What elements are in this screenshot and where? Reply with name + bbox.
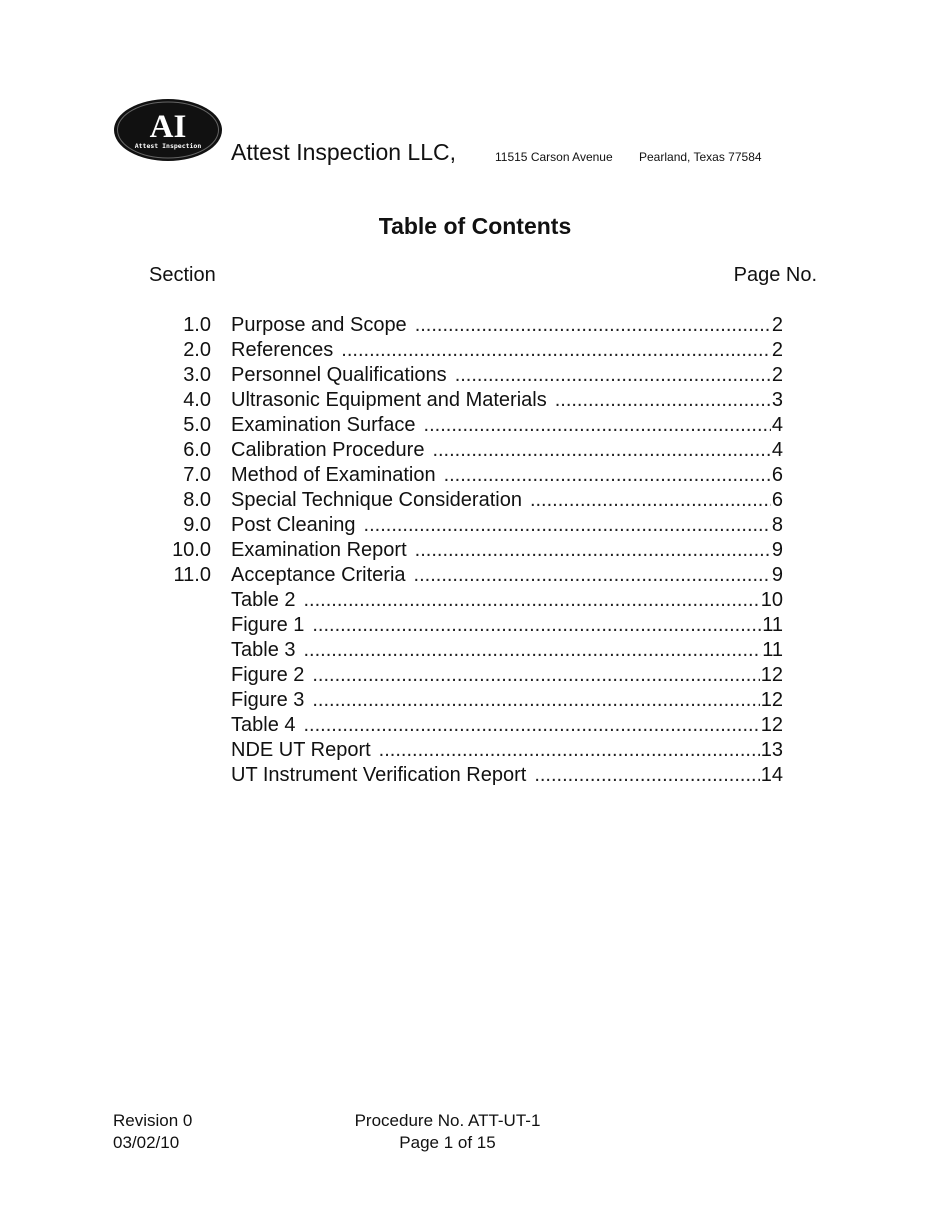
toc-entry-number: 2.0 (183, 339, 211, 361)
toc-entry-page: 2 (771, 314, 783, 336)
toc-entry-leader (432, 438, 770, 463)
toc-entry-title: Examination Report (231, 539, 407, 561)
toc-entry-title: Figure 3 (231, 689, 305, 711)
footer-procedure: Procedure No. ATT-UT-1 (354, 1111, 541, 1130)
toc-entry-title: Personnel Qualifications (231, 364, 447, 386)
toc-entry-title: Method of Examination (231, 464, 436, 486)
toc-entry-title: Calibration Procedure (231, 439, 425, 461)
toc-entry-number: 6.0 (183, 439, 211, 461)
toc-entry (140, 738, 783, 763)
toc-entry-page: 3 (771, 389, 783, 411)
toc-entry-title: Table 2 (231, 589, 296, 611)
toc-entry-title: Examination Surface (231, 414, 416, 436)
toc-entry-page: 4 (771, 414, 783, 436)
toc-entry-leader (312, 688, 759, 713)
footer-revision-block (113, 1110, 192, 1154)
logo-subtext: Attest Inspection (134, 142, 202, 150)
toc-entry-leader (304, 638, 762, 663)
toc-entry (140, 563, 783, 588)
page-header (113, 98, 873, 168)
company-logo (113, 98, 223, 162)
toc-entry-title: Special Technique Consideration (231, 489, 522, 511)
toc-entry (140, 588, 783, 613)
toc-entry (140, 763, 783, 788)
toc-entry (140, 638, 783, 663)
toc-entry-page: 8 (771, 514, 783, 536)
toc-entry-number: 7.0 (183, 464, 211, 486)
toc-entry (140, 713, 783, 738)
toc-entry-number: 3.0 (183, 364, 211, 386)
toc-entry-page: 9 (771, 539, 783, 561)
page-column-heading: Page No. (733, 264, 817, 286)
footer-date: 03/02/10 (113, 1133, 180, 1152)
toc-entry-title: Post Cleaning (231, 514, 356, 536)
logo-mark: AI (149, 109, 187, 145)
toc-entry-leader (312, 613, 761, 638)
toc-entry-title: References (231, 339, 334, 361)
toc-entry-leader (379, 738, 760, 763)
toc-entry-page: 12 (760, 689, 783, 711)
toc-entry-number: 8.0 (183, 489, 211, 511)
toc-entry (140, 313, 783, 338)
toc-entry-title: Ultrasonic Equipment and Materials (231, 389, 547, 411)
toc-entry-page: 13 (760, 739, 783, 761)
footer-procedure-block (300, 1110, 595, 1154)
toc-entry-title: Purpose and Scope (231, 314, 407, 336)
toc-entry-title: Table 3 (231, 639, 296, 661)
toc-entry (140, 388, 783, 413)
toc-entry-leader (304, 713, 760, 738)
toc-entry-title: Table 4 (231, 714, 296, 736)
toc-entry-number: 4.0 (183, 389, 211, 411)
toc-entry-title: Acceptance Criteria (231, 564, 406, 586)
toc-entry-page: 2 (771, 364, 783, 386)
section-column-heading: Section (149, 264, 216, 286)
toc-entry-page: 2 (771, 339, 783, 361)
toc-entry-page: 6 (771, 464, 783, 486)
page-title: Table of Contents (378, 213, 572, 239)
toc-entry (140, 513, 783, 538)
toc-list (140, 313, 783, 788)
toc-entry-title: NDE UT Report (231, 739, 371, 761)
toc-entry-page: 4 (771, 439, 783, 461)
toc-entry-number: 10.0 (172, 539, 211, 561)
toc-entry-leader (424, 413, 771, 438)
toc-entry-leader (312, 663, 759, 688)
toc-entry-leader (530, 488, 771, 513)
toc-entry (140, 338, 783, 363)
toc-entry-page: 6 (771, 489, 783, 511)
toc-entry-number: 1.0 (183, 314, 211, 336)
toc-entry-leader (415, 313, 771, 338)
toc-entry-title: Figure 2 (231, 664, 305, 686)
toc-entry-page: 14 (760, 764, 783, 786)
footer-revision: Revision 0 (113, 1111, 193, 1130)
company-name: Attest Inspection LLC, (231, 139, 457, 165)
toc-entry-leader (304, 588, 760, 613)
toc-entry (140, 413, 783, 438)
toc-entry (140, 488, 783, 513)
toc-entry-leader (341, 338, 771, 363)
toc-entry-number: 9.0 (183, 514, 211, 536)
toc-entry (140, 438, 783, 463)
footer-page-number: Page 1 of 15 (399, 1133, 496, 1152)
toc-entry (140, 463, 783, 488)
toc-entry-leader (455, 363, 771, 388)
company-street: 11515 Carson Avenue (495, 150, 613, 164)
toc-entry-page: 12 (760, 714, 783, 736)
toc-entry-leader (414, 563, 771, 588)
toc-entry-leader (364, 513, 771, 538)
toc-entry (140, 613, 783, 638)
toc-entry-page: 10 (760, 589, 783, 611)
toc-entry-leader (555, 388, 771, 413)
toc-entry (140, 663, 783, 688)
toc-entry-leader (415, 538, 771, 563)
toc-entry-page: 11 (762, 639, 783, 661)
company-city: Pearland, Texas 77584 (639, 150, 762, 164)
toc-entry-number: 5.0 (183, 414, 211, 436)
toc-entry-title: Figure 1 (231, 614, 305, 636)
toc-entry (140, 688, 783, 713)
toc-entry-title: UT Instrument Verification Report (231, 764, 527, 786)
toc-entry-page: 9 (771, 564, 783, 586)
toc-entry-leader (534, 763, 759, 788)
toc-entry-page: 12 (760, 664, 783, 686)
toc-entry-leader (444, 463, 771, 488)
toc-entry-number: 11.0 (173, 564, 211, 586)
toc-entry-page: 11 (762, 614, 783, 636)
toc-entry (140, 538, 783, 563)
toc-entry (140, 363, 783, 388)
